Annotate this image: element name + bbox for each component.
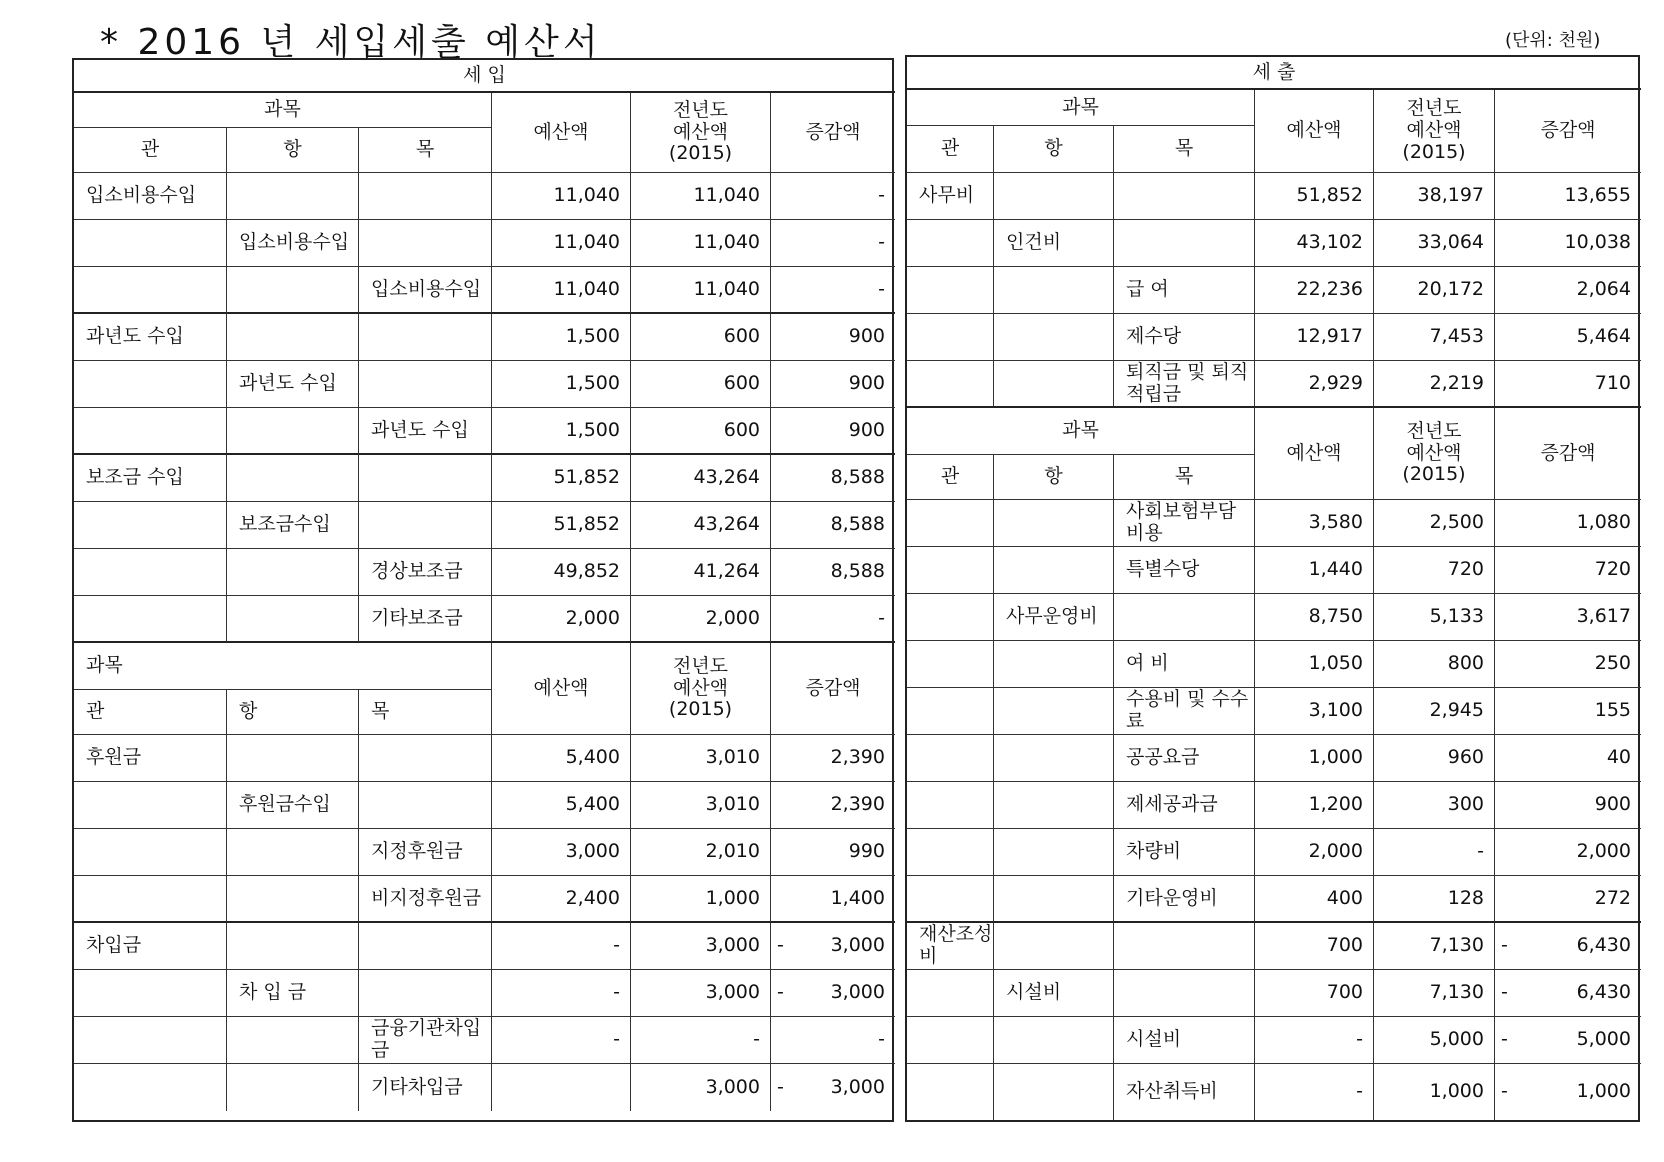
change-cell	[1495, 220, 1641, 267]
prev-cell: 2,010	[631, 829, 771, 876]
header-prev: 전년도 예산액 (2015)	[631, 643, 771, 735]
hang-cell	[994, 547, 1114, 594]
change-value: 900	[848, 418, 885, 441]
mok-cell: 여 비	[1114, 641, 1255, 688]
hang-cell	[227, 314, 359, 361]
gwan-cell	[74, 782, 227, 829]
prev-cell: 38,197	[1374, 173, 1495, 220]
gwan-cell	[74, 502, 227, 549]
change-value: 13,655	[1564, 184, 1631, 207]
hang-cell	[994, 267, 1114, 314]
change-value: 6,430	[1576, 981, 1631, 1004]
header-change: 증감액	[1495, 90, 1641, 173]
prev-cell: 11,040	[631, 173, 771, 220]
page-title: * 2016 년 세입세출 예산서	[100, 22, 602, 63]
gwan-cell	[907, 641, 994, 688]
hang-cell	[227, 173, 359, 220]
change-value: 1,400	[830, 886, 885, 909]
prev-cell: 5,133	[1374, 594, 1495, 641]
prev-cell: 2,000	[631, 596, 771, 643]
hang-cell	[227, 267, 359, 314]
gwan-cell	[907, 735, 994, 782]
budget-cell: 700	[1255, 923, 1374, 970]
budget-cell: 51,852	[1255, 173, 1374, 220]
prev-cell: -	[631, 1017, 771, 1064]
mok-cell	[359, 782, 492, 829]
change-value: 900	[848, 372, 885, 395]
gwan-cell	[907, 220, 994, 267]
change-cell	[771, 220, 895, 267]
prev-cell: 300	[1374, 782, 1495, 829]
budget-cell: 12,917	[1255, 314, 1374, 361]
mok-cell	[1114, 923, 1255, 970]
budget-cell: 11,040	[492, 220, 631, 267]
header-hang: 항	[994, 126, 1114, 173]
change-value: 2,064	[1576, 278, 1631, 301]
prev-cell: 7,130	[1374, 923, 1495, 970]
change-cell	[1495, 267, 1641, 314]
prev-cell: 33,064	[1374, 220, 1495, 267]
budget-cell: 1,440	[1255, 547, 1374, 594]
change-value: 272	[1594, 886, 1631, 909]
hang-cell	[994, 1017, 1114, 1064]
prev-cell: 7,453	[1374, 314, 1495, 361]
gwan-cell	[74, 220, 227, 267]
change-value: 990	[848, 840, 885, 863]
budget-cell: 700	[1255, 970, 1374, 1017]
change-cell	[1495, 173, 1641, 220]
prev-cell: 3,000	[631, 970, 771, 1017]
gwan-cell	[907, 782, 994, 829]
change-cell	[1495, 361, 1641, 408]
hang-cell	[994, 314, 1114, 361]
change-value: -	[878, 184, 885, 207]
change-value: 5,464	[1576, 325, 1631, 348]
change-value: 6,430	[1576, 934, 1631, 957]
mok-cell	[359, 455, 492, 502]
change-cell	[1495, 688, 1641, 735]
hang-cell	[227, 1017, 359, 1064]
gwan-cell	[907, 1064, 994, 1120]
change-cell	[1495, 641, 1641, 688]
gwan-cell	[74, 1017, 227, 1064]
gwan-cell: 후원금	[74, 735, 227, 782]
change-sign: -	[1501, 981, 1508, 1004]
change-value: 8,588	[830, 466, 885, 489]
gwan-cell	[907, 1017, 994, 1064]
hang-cell	[227, 876, 359, 923]
change-cell	[771, 829, 895, 876]
change-cell	[771, 173, 895, 220]
change-cell	[771, 970, 895, 1017]
header-budget: 예산액	[492, 643, 631, 735]
hang-cell: 사무운영비	[994, 594, 1114, 641]
budget-cell: -	[492, 923, 631, 970]
change-cell	[771, 549, 895, 596]
hang-cell	[994, 735, 1114, 782]
mok-cell: 기타차입금	[359, 1064, 492, 1111]
prev-cell: 800	[1374, 641, 1495, 688]
header-mok: 목	[1114, 455, 1255, 500]
change-sign: -	[777, 1075, 784, 1098]
gwan-cell	[74, 408, 227, 455]
mok-cell: 지정후원금	[359, 829, 492, 876]
header-gwan: 관	[907, 126, 994, 173]
change-cell	[771, 923, 895, 970]
change-value: 3,617	[1576, 605, 1631, 628]
header-gwamok: 과목	[907, 408, 1255, 455]
change-value: 8,588	[830, 560, 885, 583]
gwan-cell: 입소비용수입	[74, 173, 227, 220]
hang-cell	[994, 782, 1114, 829]
header-gwan: 관	[74, 128, 227, 173]
hang-cell	[227, 923, 359, 970]
mok-cell	[359, 361, 492, 408]
change-value: 8,588	[830, 513, 885, 536]
change-sign: -	[1501, 1080, 1508, 1103]
hang-cell	[994, 876, 1114, 923]
prev-cell: 3,000	[631, 1064, 771, 1111]
prev-cell: 43,264	[631, 455, 771, 502]
gwan-cell	[907, 314, 994, 361]
change-cell	[771, 455, 895, 502]
change-cell	[771, 267, 895, 314]
change-cell	[1495, 547, 1641, 594]
hang-cell	[994, 173, 1114, 220]
header-prev: 전년도 예산액 (2015)	[1374, 90, 1495, 173]
budget-cell: 11,040	[492, 267, 631, 314]
change-value: 10,038	[1564, 231, 1631, 254]
budget-cell: 2,929	[1255, 361, 1374, 408]
gwan-cell	[907, 594, 994, 641]
change-cell	[1495, 500, 1641, 547]
prev-cell: 11,040	[631, 267, 771, 314]
change-sign: -	[1501, 934, 1508, 957]
prev-cell: 960	[1374, 735, 1495, 782]
change-value: 40	[1606, 746, 1631, 769]
mok-cell	[1114, 970, 1255, 1017]
change-value: 3,000	[830, 934, 885, 957]
gwan-cell	[74, 361, 227, 408]
change-cell	[1495, 1017, 1641, 1064]
hang-cell	[994, 923, 1114, 970]
hang-cell	[994, 641, 1114, 688]
hang-cell: 후원금수입	[227, 782, 359, 829]
prev-cell: 3,010	[631, 782, 771, 829]
gwan-cell	[907, 688, 994, 735]
mok-cell: 사회보험부담비용	[1114, 500, 1255, 547]
prev-cell: 20,172	[1374, 267, 1495, 314]
gwan-cell	[74, 970, 227, 1017]
prev-cell: 11,040	[631, 220, 771, 267]
mok-cell: 비지정후원금	[359, 876, 492, 923]
change-cell	[771, 596, 895, 643]
prev-cell: 3,000	[631, 923, 771, 970]
mok-cell: 퇴직금 및 퇴직적립금	[1114, 361, 1255, 408]
budget-cell: 43,102	[1255, 220, 1374, 267]
prev-cell: 7,130	[1374, 970, 1495, 1017]
gwan-cell: 보조금 수입	[74, 455, 227, 502]
gwan-cell	[74, 829, 227, 876]
change-cell	[1495, 876, 1641, 923]
hang-cell	[227, 1064, 359, 1111]
change-cell	[1495, 1064, 1641, 1120]
change-value: 5,000	[1576, 1028, 1631, 1051]
gwan-cell	[907, 547, 994, 594]
header-gwamok: 과목	[74, 643, 492, 690]
change-sign: -	[777, 981, 784, 1004]
header-hang: 항	[227, 690, 359, 735]
change-sign: -	[1501, 1028, 1508, 1051]
mok-cell: 과년도 수입	[359, 408, 492, 455]
change-cell	[771, 361, 895, 408]
change-value: 3,000	[830, 981, 885, 1004]
change-cell	[771, 1064, 895, 1111]
unit-label: (단위: 천원)	[1505, 30, 1601, 51]
header-budget: 예산액	[492, 93, 631, 173]
hang-cell: 차 입 금	[227, 970, 359, 1017]
header-hang: 항	[227, 128, 359, 173]
change-cell	[771, 876, 895, 923]
hang-cell	[994, 1064, 1114, 1120]
gwan-cell	[74, 1064, 227, 1111]
budget-cell: 1,500	[492, 314, 631, 361]
prev-cell: 600	[631, 361, 771, 408]
gwan-cell	[907, 970, 994, 1017]
budget-cell: 3,580	[1255, 500, 1374, 547]
gwan-cell	[74, 596, 227, 643]
hang-cell	[227, 455, 359, 502]
prev-cell: 5,000	[1374, 1017, 1495, 1064]
budget-cell: 1,500	[492, 408, 631, 455]
change-value: -	[878, 277, 885, 300]
hang-cell	[227, 549, 359, 596]
change-value: -	[878, 606, 885, 629]
header-gwamok: 과목	[907, 90, 1255, 126]
change-value: 250	[1594, 652, 1631, 675]
hang-cell	[994, 500, 1114, 547]
change-cell	[1495, 829, 1641, 876]
prev-cell: 43,264	[631, 502, 771, 549]
mok-cell	[359, 970, 492, 1017]
prev-cell: -	[1374, 829, 1495, 876]
prev-cell: 1,000	[1374, 1064, 1495, 1120]
mok-cell	[359, 220, 492, 267]
mok-cell	[1114, 173, 1255, 220]
gwan-cell: 과년도 수입	[74, 314, 227, 361]
budget-cell: 2,000	[492, 596, 631, 643]
header-budget: 예산액	[1255, 408, 1374, 500]
budget-cell: 11,040	[492, 173, 631, 220]
budget-cell: 3,100	[1255, 688, 1374, 735]
gwan-cell	[74, 876, 227, 923]
header-gwamok: 과목	[74, 93, 492, 128]
change-cell	[771, 502, 895, 549]
budget-cell: -	[492, 1017, 631, 1064]
mok-cell: 급 여	[1114, 267, 1255, 314]
hang-cell: 인건비	[994, 220, 1114, 267]
mok-cell	[1114, 220, 1255, 267]
budget-cell: 5,400	[492, 735, 631, 782]
expense-table	[905, 55, 1640, 1122]
mok-cell	[359, 173, 492, 220]
gwan-cell	[74, 267, 227, 314]
change-value: 1,080	[1576, 511, 1631, 534]
change-value: 900	[1594, 793, 1631, 816]
revenue-section-title: 세 입	[74, 60, 895, 93]
header-mok: 목	[359, 128, 492, 173]
header-gwan: 관	[74, 690, 227, 735]
hang-cell: 시설비	[994, 970, 1114, 1017]
header-change: 증감액	[1495, 408, 1641, 500]
mok-cell: 제수당	[1114, 314, 1255, 361]
hang-cell: 과년도 수입	[227, 361, 359, 408]
budget-cell: 22,236	[1255, 267, 1374, 314]
budget-cell: 400	[1255, 876, 1374, 923]
gwan-cell	[907, 829, 994, 876]
mok-cell: 기타보조금	[359, 596, 492, 643]
gwan-cell	[907, 361, 994, 408]
mok-cell: 경상보조금	[359, 549, 492, 596]
budget-cell: 1,050	[1255, 641, 1374, 688]
mok-cell: 차량비	[1114, 829, 1255, 876]
change-cell	[1495, 782, 1641, 829]
prev-cell: 2,945	[1374, 688, 1495, 735]
budget-cell: 2,400	[492, 876, 631, 923]
hang-cell: 입소비용수입	[227, 220, 359, 267]
change-cell	[1495, 735, 1641, 782]
mok-cell: 시설비	[1114, 1017, 1255, 1064]
hang-cell	[227, 829, 359, 876]
change-value: 1,000	[1576, 1080, 1631, 1103]
budget-cell: 2,000	[1255, 829, 1374, 876]
gwan-cell	[907, 500, 994, 547]
gwan-cell: 사무비	[907, 173, 994, 220]
change-cell	[771, 735, 895, 782]
gwan-cell	[907, 267, 994, 314]
change-value: 710	[1594, 371, 1631, 394]
mok-cell	[359, 923, 492, 970]
change-cell	[771, 1017, 895, 1064]
header-prev: 전년도 예산액 (2015)	[1374, 408, 1495, 500]
mok-cell: 자산취득비	[1114, 1064, 1255, 1120]
change-value: 2,390	[830, 746, 885, 769]
change-value: 155	[1594, 699, 1631, 722]
hang-cell	[227, 596, 359, 643]
hang-cell	[994, 688, 1114, 735]
prev-cell: 3,010	[631, 735, 771, 782]
mok-cell: 금융기관차입금	[359, 1017, 492, 1064]
budget-cell: -	[1255, 1017, 1374, 1064]
budget-cell: 51,852	[492, 502, 631, 549]
budget-cell: 1,000	[1255, 735, 1374, 782]
header-hang: 항	[994, 455, 1114, 500]
change-value: 3,000	[830, 1075, 885, 1098]
prev-cell: 2,500	[1374, 500, 1495, 547]
header-gwan: 관	[907, 455, 994, 500]
change-cell	[771, 782, 895, 829]
prev-cell: 2,219	[1374, 361, 1495, 408]
change-cell	[1495, 970, 1641, 1017]
mok-cell: 제세공과금	[1114, 782, 1255, 829]
header-change: 증감액	[771, 643, 895, 735]
change-cell	[1495, 594, 1641, 641]
header-mok: 목	[359, 690, 492, 735]
budget-cell: 51,852	[492, 455, 631, 502]
budget-cell: 3,000	[492, 829, 631, 876]
gwan-cell	[74, 549, 227, 596]
budget-cell: 1,500	[492, 361, 631, 408]
change-value: -	[878, 1028, 885, 1051]
header-change: 증감액	[771, 93, 895, 173]
hang-cell	[227, 408, 359, 455]
budget-cell: 1,200	[1255, 782, 1374, 829]
hang-cell	[227, 735, 359, 782]
mok-cell	[1114, 594, 1255, 641]
expense-section-title: 세 출	[907, 57, 1641, 90]
change-value: -	[878, 231, 885, 254]
prev-cell: 720	[1374, 547, 1495, 594]
prev-cell: 600	[631, 314, 771, 361]
header-mok: 목	[1114, 126, 1255, 173]
prev-cell: 1,000	[631, 876, 771, 923]
mok-cell: 입소비용수입	[359, 267, 492, 314]
budget-cell: 49,852	[492, 549, 631, 596]
prev-cell: 41,264	[631, 549, 771, 596]
change-cell	[1495, 314, 1641, 361]
change-value: 2,000	[1576, 840, 1631, 863]
mok-cell: 기타운영비	[1114, 876, 1255, 923]
budget-cell: 8,750	[1255, 594, 1374, 641]
budget-cell: -	[1255, 1064, 1374, 1120]
change-value: 2,390	[830, 793, 885, 816]
mok-cell: 특별수당	[1114, 547, 1255, 594]
change-cell	[1495, 923, 1641, 970]
hang-cell	[994, 361, 1114, 408]
gwan-cell: 차입금	[74, 923, 227, 970]
budget-cell: 5,400	[492, 782, 631, 829]
gwan-cell: 재산조성비	[907, 923, 994, 970]
mok-cell	[359, 314, 492, 361]
header-budget: 예산액	[1255, 90, 1374, 173]
hang-cell: 보조금수입	[227, 502, 359, 549]
change-cell	[771, 314, 895, 361]
change-sign: -	[777, 934, 784, 957]
budget-cell: -	[492, 970, 631, 1017]
change-value: 720	[1594, 558, 1631, 581]
budget-cell	[492, 1064, 631, 1111]
change-cell	[771, 408, 895, 455]
gwan-cell	[907, 876, 994, 923]
header-prev: 전년도 예산액 (2015)	[631, 93, 771, 173]
revenue-table	[72, 58, 894, 1122]
mok-cell: 공공요금	[1114, 735, 1255, 782]
hang-cell	[994, 829, 1114, 876]
change-value: 900	[848, 325, 885, 348]
mok-cell: 수용비 및 수수료	[1114, 688, 1255, 735]
mok-cell	[359, 502, 492, 549]
prev-cell: 600	[631, 408, 771, 455]
mok-cell	[359, 735, 492, 782]
prev-cell: 128	[1374, 876, 1495, 923]
